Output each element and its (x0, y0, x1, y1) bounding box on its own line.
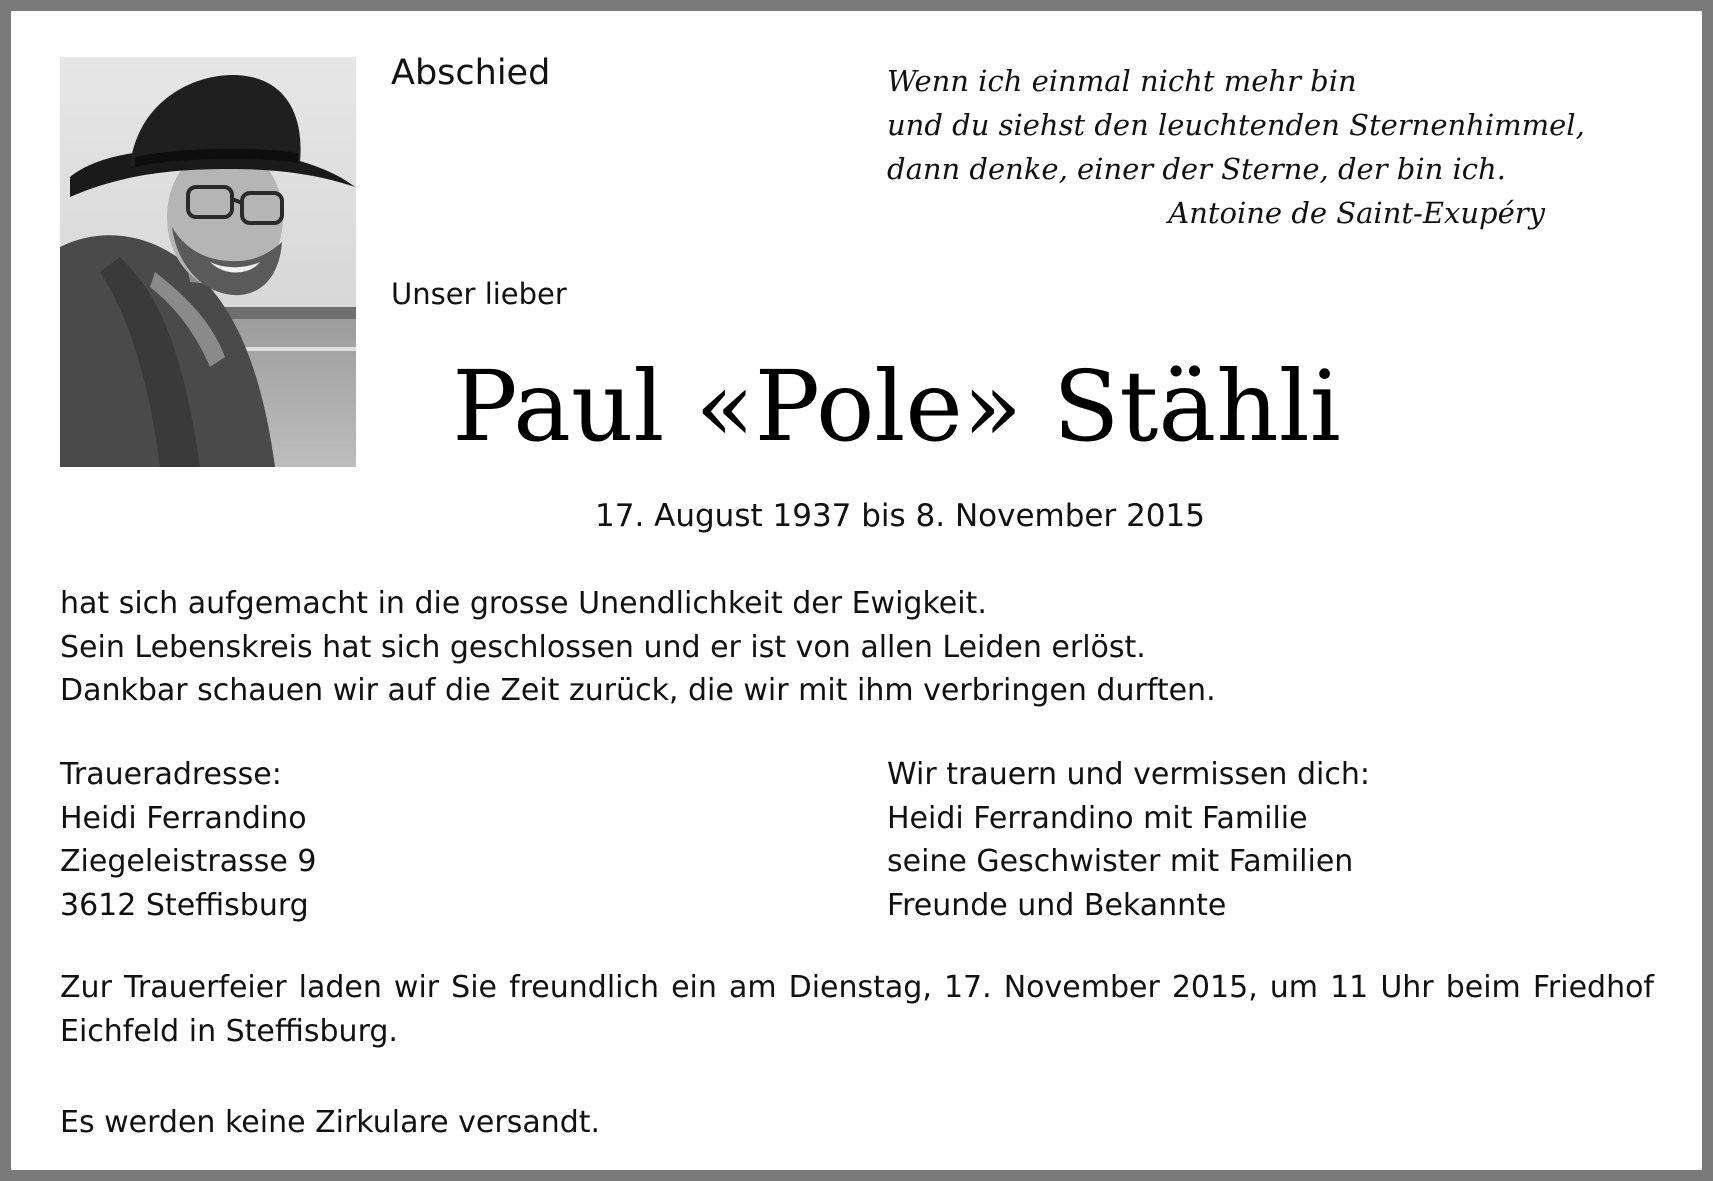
quote-line: Wenn ich einmal nicht mehr bin (887, 64, 1357, 98)
obituary-notice (11, 11, 1702, 1170)
quote-line: dann denke, einer der Sterne, der bin ich. (887, 152, 1506, 186)
quote-line: und du siehst den leuchtenden Sternenhimmel, (887, 108, 1585, 142)
life-dates: 17. August 1937 bis 8. November 2015 (595, 498, 1205, 534)
deceased-name: Paul «Pole» Stähli (452, 350, 1341, 463)
body-line: Sein Lebenskreis hat sich geschlossen und er ist von allen Leiden erlöst. (60, 629, 1146, 665)
mourners-label: Wir trauern und vermissen dich: (887, 757, 1370, 792)
intro-text: Unser lieber (391, 277, 567, 311)
address-line: 3612 Steffisburg (60, 887, 309, 923)
heading-abschied: Abschied (391, 53, 551, 93)
quote-block (887, 59, 1585, 235)
quote-author: Antoine de Saint-Exupéry (1168, 196, 1545, 230)
mourners-line: seine Geschwister mit Familien (887, 844, 1354, 879)
closing-text: Es werden keine Zirkulare versandt. (60, 1105, 601, 1140)
ceremony-text: Zur Trauerfeier laden wir Sie freundlich ein am Dienstag, 17. November 2015, um 11 Uhr beim Friedhof Eichfeld in Steffisburg. (60, 970, 1654, 1049)
mourners-block (887, 753, 1370, 927)
body-text (60, 582, 1216, 713)
mourners-line: Heidi Ferrandino mit Familie (887, 800, 1308, 836)
address-label: Traueradresse: (60, 757, 282, 792)
mourners-line: Freunde und Bekannte (887, 887, 1227, 923)
address-line: Heidi Ferrandino (60, 800, 307, 836)
address-line: Ziegeleistrasse 9 (60, 844, 317, 879)
body-line: Dankbar schauen wir auf die Zeit zurück, die wir mit ihm verbringen durften. (60, 673, 1216, 708)
body-line: hat sich aufgemacht in die grosse Unendlichkeit der Ewigkeit. (60, 586, 987, 621)
address-block (60, 753, 316, 927)
